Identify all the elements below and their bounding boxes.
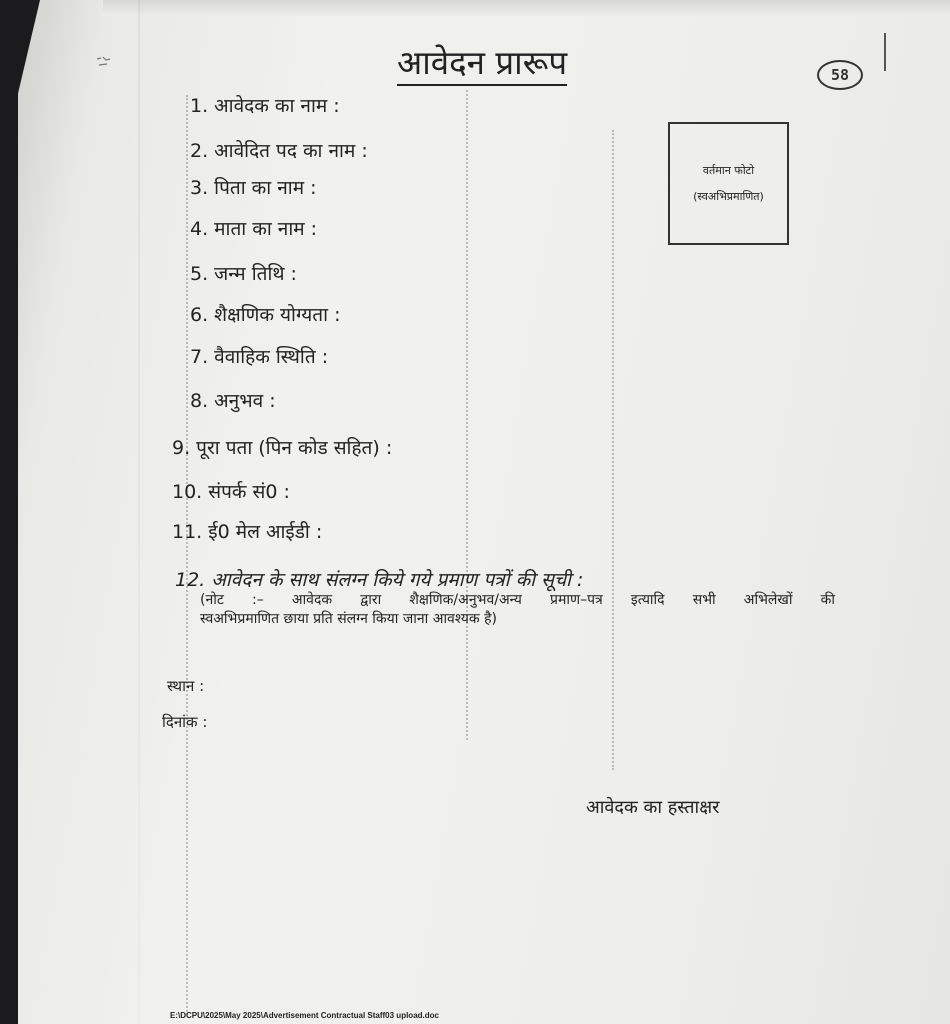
- field-marital-status: 7. वैवाहिक स्थिति :: [190, 346, 329, 368]
- place-label: स्थान :: [167, 677, 205, 695]
- page-number-circle: 58: [817, 60, 863, 90]
- field-post-applied: 2. आवेदित पद का नाम :: [190, 140, 368, 162]
- note-line: स्वअभिप्रमाणित छाया प्रति संलग्न किया जाना आवश्यक है): [200, 611, 497, 627]
- field-email-id: 11. ई0 मेल आईडी :: [172, 521, 323, 543]
- column-dotted-line: [612, 130, 614, 770]
- field-applicant-name: 1. आवेदक का नाम :: [190, 95, 340, 117]
- form-title: आवेदन प्रारूप: [397, 44, 567, 86]
- field-father-name: 3. पिता का नाम :: [190, 177, 317, 199]
- date-label: दिनांक :: [162, 713, 208, 731]
- top-edge-strip: [103, 0, 950, 16]
- paper-sheet: [18, 0, 950, 1024]
- field-experience: 8. अनुभव :: [190, 390, 276, 412]
- field-mother-name: 4. माता का नाम :: [190, 218, 318, 240]
- photo-box-label: वर्तमान फोटो: [702, 163, 755, 177]
- field-full-address: 9. पूरा पता (पिन कोड सहित) :: [172, 437, 393, 459]
- field-attached-documents-list: 12. आवेदन के साथ संलग्न किये गये प्रमाण पत्रों की सूची :: [175, 569, 584, 591]
- margin-mark: [884, 33, 886, 71]
- field-qualification: 6. शैक्षणिक योग्यता :: [190, 304, 341, 326]
- photo-box-note: (स्वअभिप्रमाणित): [693, 189, 764, 203]
- photo-box: [668, 122, 789, 245]
- column-dotted-line: [466, 90, 468, 740]
- document-file-path: E:\DCPU\2025\May 2025\Advertisement Contractual Staff03 upload.doc: [170, 1011, 439, 1020]
- signature-label: आवेदक का हस्ताक्षर: [586, 797, 720, 818]
- background-corner: [0, 0, 40, 170]
- margin-dotted-line: [186, 95, 188, 1015]
- field-contact-number: 10. संपर्क सं0 :: [172, 481, 290, 503]
- note-line: (नोट :– आवेदक द्वारा शैक्षणिक/अनुभव/अन्य प्रमाण–पत्र इत्यादि सभी अभिलेखों की: [200, 592, 835, 608]
- field-date-of-birth: 5. जन्म तिथि :: [190, 263, 297, 285]
- pen-mark: [95, 55, 113, 71]
- instruction-note: [200, 591, 835, 629]
- paper-fold: [138, 0, 140, 1024]
